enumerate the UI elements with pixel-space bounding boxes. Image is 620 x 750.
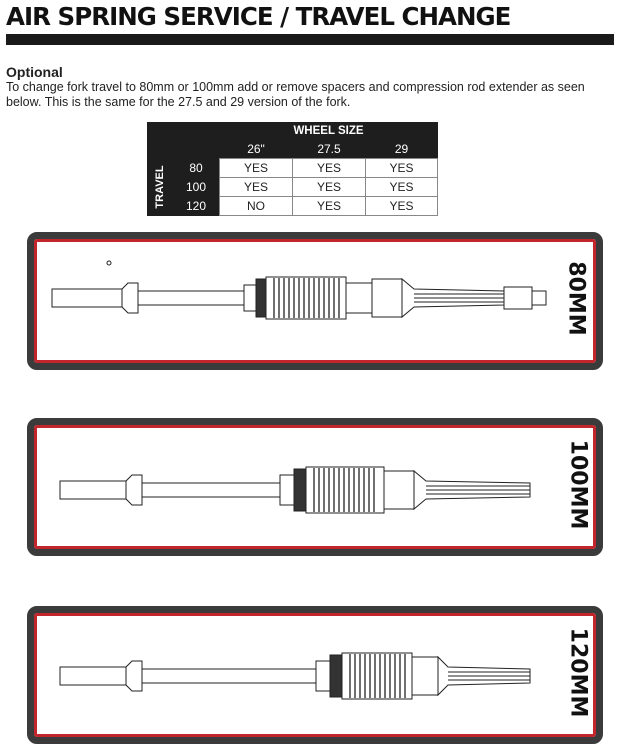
panel-80mm bbox=[27, 232, 603, 370]
column-header-27-5: 27.5 bbox=[293, 140, 366, 159]
intro-paragraph: To change fork travel to 80mm or 100mm add or remove spacers and compression rod extender as seen below. This is the same for the 27.5 and 29 version of the fork. bbox=[6, 80, 585, 109]
table-row bbox=[147, 159, 438, 178]
table-corner-2 bbox=[147, 140, 220, 159]
panel-100mm bbox=[27, 418, 603, 556]
travel-row-header bbox=[147, 159, 173, 216]
table-corner bbox=[147, 122, 220, 140]
section-subheading: Optional bbox=[6, 64, 63, 80]
panel-label-100mm: 100MM bbox=[565, 439, 591, 530]
table-cell: YES bbox=[220, 159, 293, 178]
column-header-29: 29 bbox=[366, 140, 438, 159]
table-cell: YES bbox=[293, 178, 366, 197]
panel-label-120mm: 120MM bbox=[565, 627, 591, 718]
travel-label-text: TRAVEL bbox=[154, 165, 166, 209]
rod-diagram-100mm bbox=[34, 425, 582, 549]
table-cell: YES bbox=[366, 159, 438, 178]
panel-label-80mm: 80MM bbox=[563, 261, 589, 336]
table-cell: YES bbox=[366, 197, 438, 216]
table-cell: YES bbox=[293, 197, 366, 216]
table-cell: YES bbox=[220, 178, 293, 197]
table-cell: NO bbox=[220, 197, 293, 216]
travel-value: 100 bbox=[173, 178, 220, 197]
table-row bbox=[147, 197, 438, 216]
panel-120mm bbox=[27, 606, 603, 744]
column-header-26: 26" bbox=[220, 140, 293, 159]
rod-diagram-120mm bbox=[34, 613, 582, 737]
table-cell: YES bbox=[293, 159, 366, 178]
wheel-size-header: WHEEL SIZE bbox=[220, 122, 438, 140]
title-underline-bar bbox=[6, 34, 614, 45]
table-cell: YES bbox=[366, 178, 438, 197]
travel-value: 80 bbox=[173, 159, 220, 178]
travel-wheel-size-table bbox=[147, 122, 438, 216]
travel-value: 120 bbox=[173, 197, 220, 216]
page-title: AIR SPRING SERVICE / TRAVEL CHANGE bbox=[6, 2, 511, 31]
table-row bbox=[147, 178, 438, 197]
rod-diagram-80mm bbox=[34, 239, 582, 363]
